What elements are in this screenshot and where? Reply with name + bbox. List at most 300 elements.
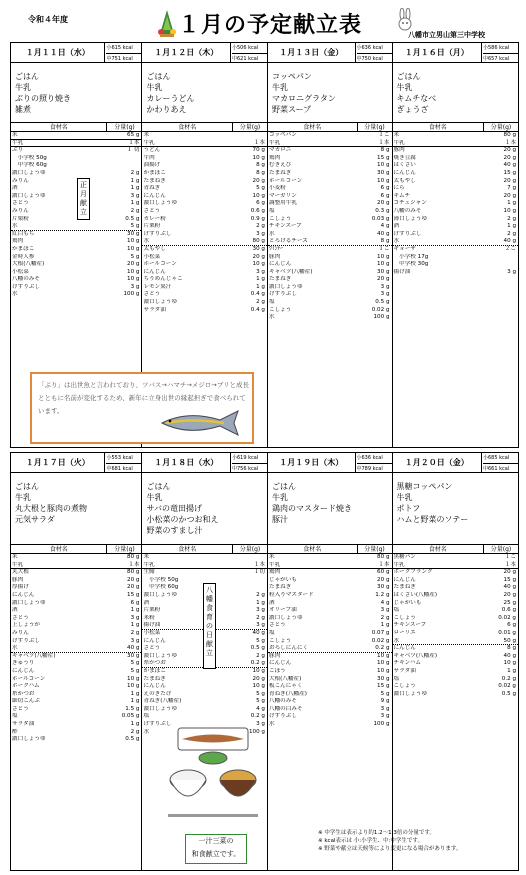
ingredient-row xyxy=(268,231,392,239)
amount-col-header: 分量(g) xyxy=(239,546,261,553)
ingredient-amount: 1 g xyxy=(256,283,265,290)
ingredient-name: ちりめんじゃこ xyxy=(143,276,183,283)
ingredient-row xyxy=(11,569,141,577)
ingredient-row xyxy=(268,600,392,608)
amount-col-header: 分量(g) xyxy=(114,546,135,553)
ingredient-row xyxy=(142,208,267,216)
ingredient-amount: 10 g xyxy=(377,660,390,667)
ingredient-name: さとう xyxy=(268,622,286,629)
ingredient-amount: 3 g xyxy=(256,622,265,629)
ingredient-amount: 3 g xyxy=(130,637,140,644)
ingredient-name: ローリエ xyxy=(393,629,416,636)
ingredient-name: たまねぎ xyxy=(268,276,292,283)
ingredient-name: 酒 xyxy=(143,599,150,606)
ingredient-row xyxy=(393,246,519,254)
ingredient-list xyxy=(11,554,141,744)
kcal-box xyxy=(231,453,267,472)
ingredient-row xyxy=(268,185,392,193)
ingredient-list xyxy=(268,554,392,729)
ingredient-name: キャベツ(八幡産) xyxy=(393,652,438,659)
ingredient-name: こしょう xyxy=(393,614,416,621)
ingredient-row xyxy=(268,713,392,721)
ingredient-name: 上しょうが xyxy=(12,622,40,629)
kcal-junior: 中621 kcal xyxy=(231,56,259,62)
ingredient-name: こしょう xyxy=(393,683,416,690)
ingredient-row xyxy=(142,307,267,315)
ingredient-name: 豚肉 xyxy=(268,652,281,659)
day-header xyxy=(11,43,141,63)
food-col-header: 食材名 xyxy=(268,123,358,131)
ingredient-row xyxy=(393,630,519,638)
washoku-meal-icon xyxy=(158,722,268,830)
kcal-box xyxy=(356,43,392,62)
ingredient-name: 牛乳 xyxy=(393,139,405,146)
kcal-elementary: 小586 kcal xyxy=(483,43,518,54)
ingredient-row xyxy=(11,170,141,178)
ingredient-amount: 80 g xyxy=(252,238,265,245)
ingredient-amount: 0.02 g xyxy=(371,637,390,644)
ingredient-row xyxy=(11,554,141,562)
ingredient-name: 焼き豆腐 xyxy=(393,154,416,161)
ingredient-name: さとう xyxy=(12,200,29,207)
ingredient-amount: 20 g xyxy=(503,591,516,598)
ingredient-row xyxy=(11,584,141,592)
day-column xyxy=(268,43,393,447)
ingredient-amount: 5 g xyxy=(130,660,140,667)
fiscal-year: 令和４年度 xyxy=(28,15,68,24)
ingredient-header xyxy=(11,123,141,132)
ingredient-row xyxy=(393,208,519,216)
ingredient-name: たまねぎ xyxy=(143,675,166,682)
ingredient-name: 塩 xyxy=(268,299,275,306)
ingredient-row xyxy=(11,276,141,284)
ingredient-amount: 2 g xyxy=(256,299,265,306)
kcal-junior: 中681 kcal xyxy=(106,466,133,472)
ingredient-row xyxy=(11,246,141,254)
menu-item: ごはん xyxy=(271,482,296,491)
ingredient-name: マカロニ xyxy=(268,147,292,154)
menu-item: 元気サラダ xyxy=(15,515,55,524)
ingredient-amount: 5 g xyxy=(380,690,390,697)
ingredient-row xyxy=(11,269,141,277)
ingredient-row xyxy=(142,216,267,224)
ingredient-name: ボークハム xyxy=(12,683,40,690)
ingredient-name: 小松菜 xyxy=(143,253,161,260)
ingredient-amount: 1 g xyxy=(380,622,390,629)
day-column xyxy=(11,453,142,870)
ingredient-row xyxy=(142,231,267,239)
menu-item: キムチなべ xyxy=(396,94,437,103)
menu-item: 黒糖コッペパン xyxy=(396,482,453,491)
ingredient-name: ホールコーン xyxy=(12,675,46,682)
day-column xyxy=(268,453,393,870)
ingredient-amount: １本 xyxy=(253,139,265,146)
ingredient-row xyxy=(268,676,392,684)
ingredient-row xyxy=(11,622,141,630)
ingredient-name: 牛乳 xyxy=(393,561,405,568)
ingredient-amount: 30 g xyxy=(377,169,390,176)
ingredient-name: チキンスープ xyxy=(268,223,302,230)
kcal-box xyxy=(105,43,141,62)
ingredient-row xyxy=(268,200,392,208)
ingredient-row xyxy=(268,706,392,714)
ingredient-amount xyxy=(233,577,267,585)
ingredient-name: 八幡のみそ xyxy=(12,276,40,283)
ingredient-name: はくさい xyxy=(393,162,416,169)
ingredient-row xyxy=(393,223,519,231)
day-date: １月１２日（木） xyxy=(142,43,231,62)
ingredient-name: 米 xyxy=(143,554,150,560)
ingredient-amount xyxy=(107,155,141,163)
ingredient-name: 酒 xyxy=(393,223,400,230)
ingredient-name: 濃口しょうゆ xyxy=(12,599,46,606)
ingredient-row xyxy=(11,231,141,239)
ingredient-name: おろしにんにく xyxy=(268,645,309,652)
ingredient-name: 濃口しょうゆ xyxy=(143,200,178,207)
ingredient-amount: 15 g xyxy=(503,169,516,176)
ingredient-row xyxy=(142,193,267,201)
day-header xyxy=(11,453,141,473)
ingredient-name: 八幡のみそ xyxy=(268,698,297,705)
ingredient-name: 酢 xyxy=(12,728,18,735)
new-year-menu-label: 正月献立 xyxy=(77,178,90,220)
ingredient-row xyxy=(142,668,267,676)
ingredient-header xyxy=(142,123,267,132)
ingredient-row xyxy=(268,276,392,284)
yellowtail-fish-icon xyxy=(158,408,244,438)
ingredient-row xyxy=(268,170,392,178)
ingredient-name: 鶏肉 xyxy=(12,238,24,245)
ingredient-amount: 0.2 g xyxy=(250,713,265,720)
ingredient-name: 中学校 30g xyxy=(393,261,429,268)
ingredient-name: 中学校 60g xyxy=(12,162,47,169)
ingredient-row xyxy=(11,736,141,744)
ingredient-name: 塩 xyxy=(268,629,275,636)
ingredient-row xyxy=(393,577,519,585)
ingredient-amount: 10 g xyxy=(377,261,390,268)
ingredient-name: 濃口しょうゆ xyxy=(143,705,178,712)
kcal-junior: 中789 kcal xyxy=(356,466,383,472)
ingredient-amount: 3 g xyxy=(256,607,265,614)
ingredient-name: 中学校 60g xyxy=(143,584,179,591)
ingredient-row xyxy=(142,291,267,299)
ingredient-amount: １本 xyxy=(504,561,516,568)
ingredient-row xyxy=(11,713,141,721)
ingredient-name: 濃口しょうゆ xyxy=(12,192,46,199)
ingredient-name: けずりぶし xyxy=(12,283,40,290)
kcal-junior: 中751 kcal xyxy=(106,56,133,62)
ingredient-name: 太もやし xyxy=(143,245,166,252)
ingredient-amount: 1 g xyxy=(256,276,265,283)
ingredient-amount: 3 g xyxy=(256,721,265,728)
ingredient-name: 鶏肉 xyxy=(268,154,281,161)
ingredient-name: にんじん xyxy=(143,637,166,644)
ingredient-amount: 10 g xyxy=(252,154,265,161)
ingredient-row xyxy=(11,706,141,714)
ingredient-row xyxy=(268,254,392,262)
ingredient-row xyxy=(393,622,519,630)
ingredient-name: とろけるチーズ xyxy=(268,238,308,245)
ingredient-name: 米粉 xyxy=(143,614,155,621)
ingredient-row xyxy=(393,615,519,623)
ingredient-amount: １切 xyxy=(253,569,265,576)
ingredient-row xyxy=(268,299,392,307)
ingredient-amount: 15 g xyxy=(503,576,516,583)
ingredient-name: ごぼう xyxy=(268,667,286,674)
menu-item: ごはん xyxy=(146,482,171,491)
ingredient-row xyxy=(393,178,519,186)
ingredient-amount: 20 g xyxy=(127,584,140,591)
ingredient-row xyxy=(393,600,519,608)
ingredient-name: 八幡のみそ xyxy=(393,207,422,214)
ingredient-name: 大根(八幡産) xyxy=(12,261,45,268)
ingredient-row xyxy=(268,615,392,623)
day-date: １月２０日（金） xyxy=(393,453,483,472)
amount-col-header: 分量(g) xyxy=(490,546,512,553)
ingredient-row xyxy=(142,185,267,193)
ingredient-row xyxy=(11,660,141,668)
ingredient-amount: 4 g xyxy=(380,599,390,606)
ingredient-amount: 2 g xyxy=(256,614,265,621)
ingredient-amount: １本 xyxy=(378,561,390,568)
ingredient-name: にんじん xyxy=(143,683,166,690)
ingredient-row xyxy=(142,713,267,721)
day-header xyxy=(393,43,519,63)
ingredient-row xyxy=(142,238,267,246)
ingredient-amount: 5 g xyxy=(256,185,265,192)
ingredient-amount: 15 g xyxy=(377,683,390,690)
food-col-header: 食材名 xyxy=(11,123,107,131)
ingredient-row xyxy=(142,683,267,691)
ingredient-amount: 30 g xyxy=(377,268,390,275)
ingredient-row xyxy=(268,155,392,163)
day-date: １月１７日（火） xyxy=(11,453,105,472)
buri-note xyxy=(30,372,254,444)
ingredient-row xyxy=(142,147,267,155)
ingredient-name: 牛肉 xyxy=(143,154,155,161)
ingredient-amount: 0.4 g xyxy=(250,306,265,313)
ingredient-amount: 5 g xyxy=(130,667,140,674)
ingredient-name: さとう xyxy=(143,291,161,298)
title-area xyxy=(156,6,386,40)
ingredient-name: にら xyxy=(393,185,405,192)
ingredient-name: みりん xyxy=(12,207,29,214)
ingredient-name: 塩 xyxy=(393,607,400,614)
day-menu xyxy=(393,63,519,123)
menu-item: 野菜のすまし汁 xyxy=(146,526,203,535)
ingredient-name: にんじん xyxy=(393,645,416,652)
kcal-box xyxy=(482,43,518,62)
ingredient-amount: 100 g xyxy=(123,291,140,298)
ingredient-row xyxy=(11,162,141,170)
ingredient-amount: 8 g xyxy=(507,645,516,652)
ingredient-amount: １こ xyxy=(504,554,516,560)
ingredient-amount: 80 g xyxy=(127,554,140,560)
kcal-elementary: 小615 kcal xyxy=(106,43,141,54)
ingredient-row xyxy=(393,193,519,201)
ingredient-amount: 40 g xyxy=(377,230,390,237)
ingredient-amount: 20 g xyxy=(377,576,390,583)
ingredient-amount: 20 g xyxy=(503,154,516,161)
day-date: １月１３日（金） xyxy=(268,43,356,62)
ingredient-name: けずりぶし xyxy=(143,230,172,237)
ingredient-amount: 1 g xyxy=(507,223,516,230)
ingredient-row xyxy=(11,698,141,706)
ingredient-row xyxy=(393,185,519,193)
kcal-elementary: 小636 kcal xyxy=(357,453,392,464)
day-date: １月１６日（月） xyxy=(393,43,483,62)
ingredient-name: けずりぶし xyxy=(12,637,40,644)
day-header xyxy=(268,453,392,473)
ingredient-row xyxy=(142,691,267,699)
day-column xyxy=(393,453,519,870)
ingredient-amount: 3 g xyxy=(380,713,390,720)
ingredient-amount: 20 g xyxy=(377,200,390,207)
day-header xyxy=(268,43,392,63)
ingredient-name: 牛乳 xyxy=(143,139,155,146)
food-education-day-label: 八幡食育の日献立 xyxy=(203,583,216,669)
ingredient-name: 水 xyxy=(143,238,150,245)
ingredient-name: チキンスープ xyxy=(393,622,427,629)
ingredient-name: オリーブ油 xyxy=(268,607,297,614)
ingredient-row xyxy=(11,645,141,653)
ingredient-row xyxy=(11,592,141,600)
ingredient-amount: 5 g xyxy=(256,637,265,644)
ingredient-amount: 1 g xyxy=(130,177,140,184)
day-date: １月１８日（水） xyxy=(142,453,231,472)
menu-item: 牛乳 xyxy=(271,493,288,502)
ingredient-row xyxy=(268,140,392,148)
ingredient-amount: 8 g xyxy=(380,238,390,245)
menu-item: ぶりの照り焼き xyxy=(15,94,71,103)
ingredient-row xyxy=(11,638,141,646)
ingredient-row xyxy=(393,584,519,592)
ingredient-row xyxy=(142,299,267,307)
ingredient-amount: 100 g xyxy=(373,314,390,321)
ingredient-header xyxy=(393,545,519,554)
ingredient-amount: 10 g xyxy=(377,652,390,659)
ingredient-name: 米 xyxy=(12,554,18,560)
ingredient-amount: 0.5 g xyxy=(250,645,265,652)
ingredient-row xyxy=(268,577,392,585)
ingredient-name: むきえび xyxy=(268,162,292,169)
ingredient-name: たまねぎ xyxy=(393,584,416,591)
ingredient-row xyxy=(393,676,519,684)
ingredient-header xyxy=(268,123,392,132)
ingredient-row xyxy=(268,307,392,315)
ingredient-name: カレー粉 xyxy=(143,215,166,222)
ingredient-row xyxy=(268,668,392,676)
day-header xyxy=(142,453,267,473)
ingredient-amount: １本 xyxy=(128,139,140,146)
ingredient-row xyxy=(11,562,141,570)
ingredient-name: 小学校 50g xyxy=(12,154,47,161)
ingredient-row xyxy=(142,269,267,277)
ingredient-name: けずりぶし xyxy=(393,230,422,237)
ingredient-row xyxy=(142,155,267,163)
ingredient-name: ボークフランク xyxy=(393,569,433,576)
footnote: ※ 野菜や献立は天候等により変更になる場合があります。 xyxy=(318,846,462,852)
ingredient-name: さとう xyxy=(12,614,29,621)
ingredient-name: さとう xyxy=(12,705,29,712)
ingredient-name: さとう xyxy=(143,645,161,652)
ingredient-row xyxy=(268,607,392,615)
ingredient-row xyxy=(11,729,141,737)
ingredient-amount: 15 g xyxy=(377,154,390,161)
ingredient-name: 八幡の白みそ xyxy=(268,705,303,712)
day-header xyxy=(393,453,519,473)
day-column xyxy=(393,43,519,447)
ingredient-amount: 4 g xyxy=(256,705,265,712)
ingredient-amount: 10 g xyxy=(127,245,140,252)
ingredient-name: 酒 xyxy=(12,607,18,614)
ingredient-row xyxy=(268,269,392,277)
ingredient-name: 米 xyxy=(12,132,18,138)
amount-col-header: 分量(g) xyxy=(364,546,385,553)
ingredient-amount: １本 xyxy=(128,561,140,568)
menu-item: 野菜スープ xyxy=(271,105,312,114)
ingredient-amount: 60 g xyxy=(377,569,390,576)
ingredient-row xyxy=(268,584,392,592)
ingredient-amount: 0.02 g xyxy=(498,614,516,621)
ingredient-amount: 0.05 g xyxy=(121,713,140,720)
ingredient-amount: 0.5 g xyxy=(125,215,140,222)
kcal-junior: 中756 kcal xyxy=(231,466,259,472)
ingredient-name: 水 xyxy=(268,314,275,321)
ingredient-name: 青ねぎ(八幡産) xyxy=(143,698,182,705)
ingredient-amount: 3 g xyxy=(380,705,390,712)
ingredient-row xyxy=(393,162,519,170)
ingredient-name: 塩 xyxy=(268,207,275,214)
ingredient-name: 米 xyxy=(393,132,400,138)
ingredient-name: 米 xyxy=(143,132,150,138)
ingredient-amount: 6 g xyxy=(380,192,390,199)
ingredient-row xyxy=(142,261,267,269)
day-menu xyxy=(142,473,267,545)
ingredient-name: 牛乳 xyxy=(268,139,281,146)
ingredient-name: 水 xyxy=(393,637,400,644)
ingredient-name: 黒糖パン xyxy=(393,554,416,560)
ingredient-name: 小学校 17g xyxy=(393,253,429,260)
ingredient-amount: 65 g xyxy=(127,132,140,138)
ingredient-amount: 0.2 g xyxy=(375,645,390,652)
ingredient-name: かまぼこ xyxy=(12,245,35,252)
ingredient-amount: 1 g xyxy=(507,667,516,674)
ingredient-amount: 8 g xyxy=(256,162,265,169)
menu-item: ごはん xyxy=(15,72,39,81)
ingredient-name: サラダ油 xyxy=(143,306,166,313)
ingredient-row xyxy=(142,178,267,186)
ingredient-header xyxy=(11,545,141,554)
food-col-header: 食材名 xyxy=(142,545,233,553)
kcal-box xyxy=(482,453,518,472)
ingredient-amount: 15 g xyxy=(127,591,140,598)
ingredient-name: レモン果汁 xyxy=(143,283,172,290)
menu-item: マカロニグラタン xyxy=(271,94,336,103)
ingredient-amount: 3 g xyxy=(130,283,140,290)
ingredient-name: ｳｲﾝﾅｰ xyxy=(268,245,283,252)
amount-col-header: 分量(g) xyxy=(490,124,512,131)
menu-item: 雑煮 xyxy=(15,105,31,114)
washoku-note xyxy=(185,834,247,864)
ingredient-amount: 0.3 g xyxy=(375,207,390,214)
ingredient-name: じゃがいも xyxy=(268,576,297,583)
ingredient-row xyxy=(268,261,392,269)
ingredient-amount: 40 g xyxy=(503,652,516,659)
ingredient-row xyxy=(393,668,519,676)
menu-item: ハムと野菜のソテー xyxy=(396,515,469,524)
ingredient-amount: 1 g xyxy=(130,690,140,697)
